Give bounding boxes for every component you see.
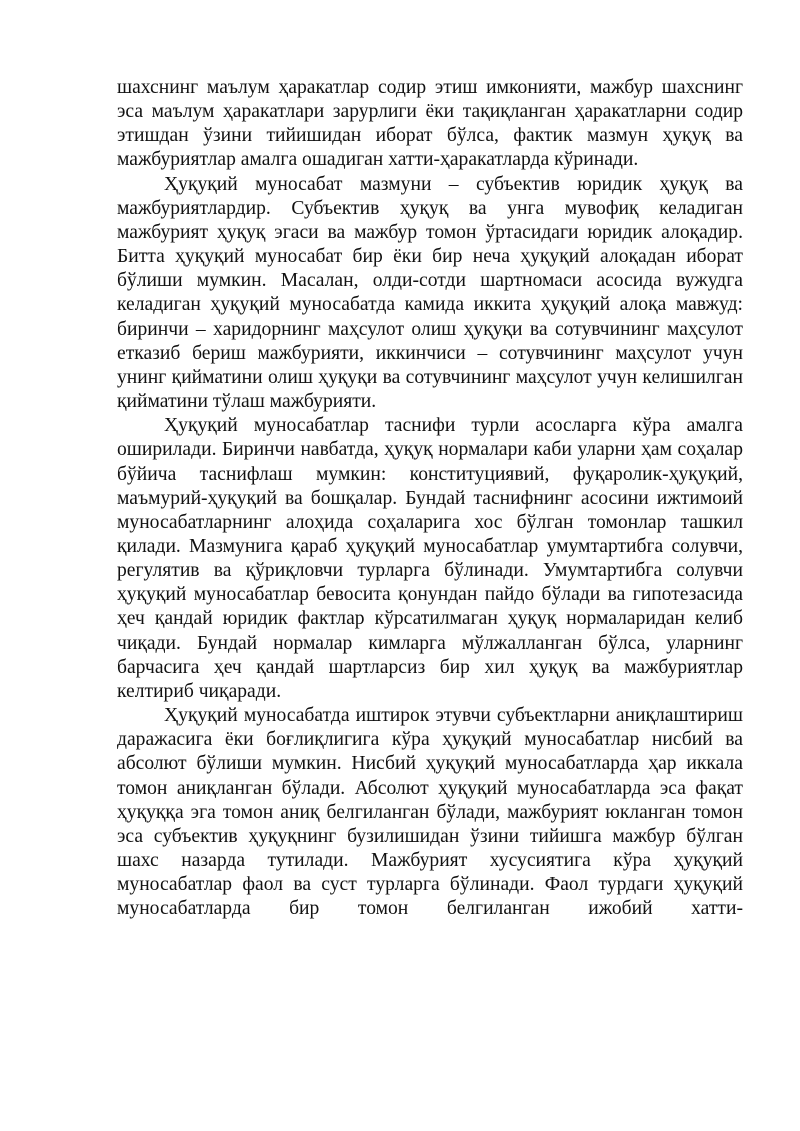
paragraph-1: шахснинг маълум ҳаракатлар содир этиш имконияти, мажбур шахснинг эса маълум ҳаракатлари зарурлиги ёки тақиқланган ҳаракатларни содир этишдан ўзини тийишидан иборат бўлса, фактик мазмун ҳуқуқ ва мажбуриятлар амалга ошадиган хатти-ҳаракатларда кўринади. xyxy=(117,77,743,171)
paragraph-4: Ҳуқуқий муносабатда иштирок этувчи субъектларни аниқлаштириш даражасига ёки боғлиқлигига кўра ҳуқуқий муносабатлар нисбий ва абсолют бўлиши мумкин. Нисбий ҳуқуқий муносабатларда ҳар иккала томон аниқланган бўлади. Абсолют ҳуқуқий муносабатларда эса фақат ҳуқуққа эга томон аниқ белгиланган бўлади, мажбурият юкланган томон эса субъектив ҳуқуқнинг бузилишидан ўзини тийишга мажбур бўлган шахс назарда тутилади. Мажбурият хусусиятига кўра ҳуқуқий муносабатлар фаол ва суст турларга бўлинади. Фаол турдаги ҳуқуқий муносабатларда бир томон белгиланган ижобий хатти- xyxy=(117,705,743,920)
paragraph-2: Ҳуқуқий муносабат мазмуни – субъектив юридик ҳуқуқ ва мажбуриятлардир. Субъектив ҳуқуқ ва унга мувофиқ келадиган мажбурият ҳуқуқ эгаси ва мажбур томон ўртасидаги юридик алоқадир. Битта ҳуқуқий муносабат бир ёки бир неча ҳуқуқий алоқадан иборат бўлиши мумкин. Масалан, олди-сотди шартномаси асосида вужудга келадиган ҳуқуқий муносабатда камида иккита ҳуқуқий алоқа мавжуд: биринчи – харидорнинг маҳсулот олиш ҳуқуқи ва сотувчининг маҳсулот етказиб бериш мажбурияти, иккинчиси – сотувчининг маҳсулот учун унинг қийматини олиш ҳуқуқи ва сотувчининг маҳсулот учун келишилган қийматини тўлаш мажбурияти. xyxy=(117,173,743,413)
document-page xyxy=(117,76,743,921)
paragraph-3: Ҳуқуқий муносабатлар таснифи турли асосларга кўра амалга оширилади. Биринчи навбатда, ҳуқуқ нормалари каби уларни ҳам соҳалар бўйича таснифлаш мумкин: конституциявий, фуқаролик-ҳуқуқий, маъмурий-ҳуқуқий ва бошқалар. Бундай таснифнинг асосини ижтимоий муносабатларнинг алоҳида соҳаларига хос бўлган томонлар ташкил қилади. Мазмунига қараб ҳуқуқий муносабатлар умумтартибга солувчи, регулятив ва қўриқловчи турларга бўлинади. Умумтартибга солувчи ҳуқуқий муносабатлар бевосита қонундан пайдо бўлади ва гипотезасида ҳеч қандай юридик фактлар кўрсатилмаган ҳуқуқ нормаларидан келиб чиқади. Бундай нормалар кимларга мўлжалланган бўлса, уларнинг барчасига ҳеч қандай шартларсиз бир хил ҳуқуқ ва мажбуриятлар келтириб чиқаради. xyxy=(117,415,743,702)
